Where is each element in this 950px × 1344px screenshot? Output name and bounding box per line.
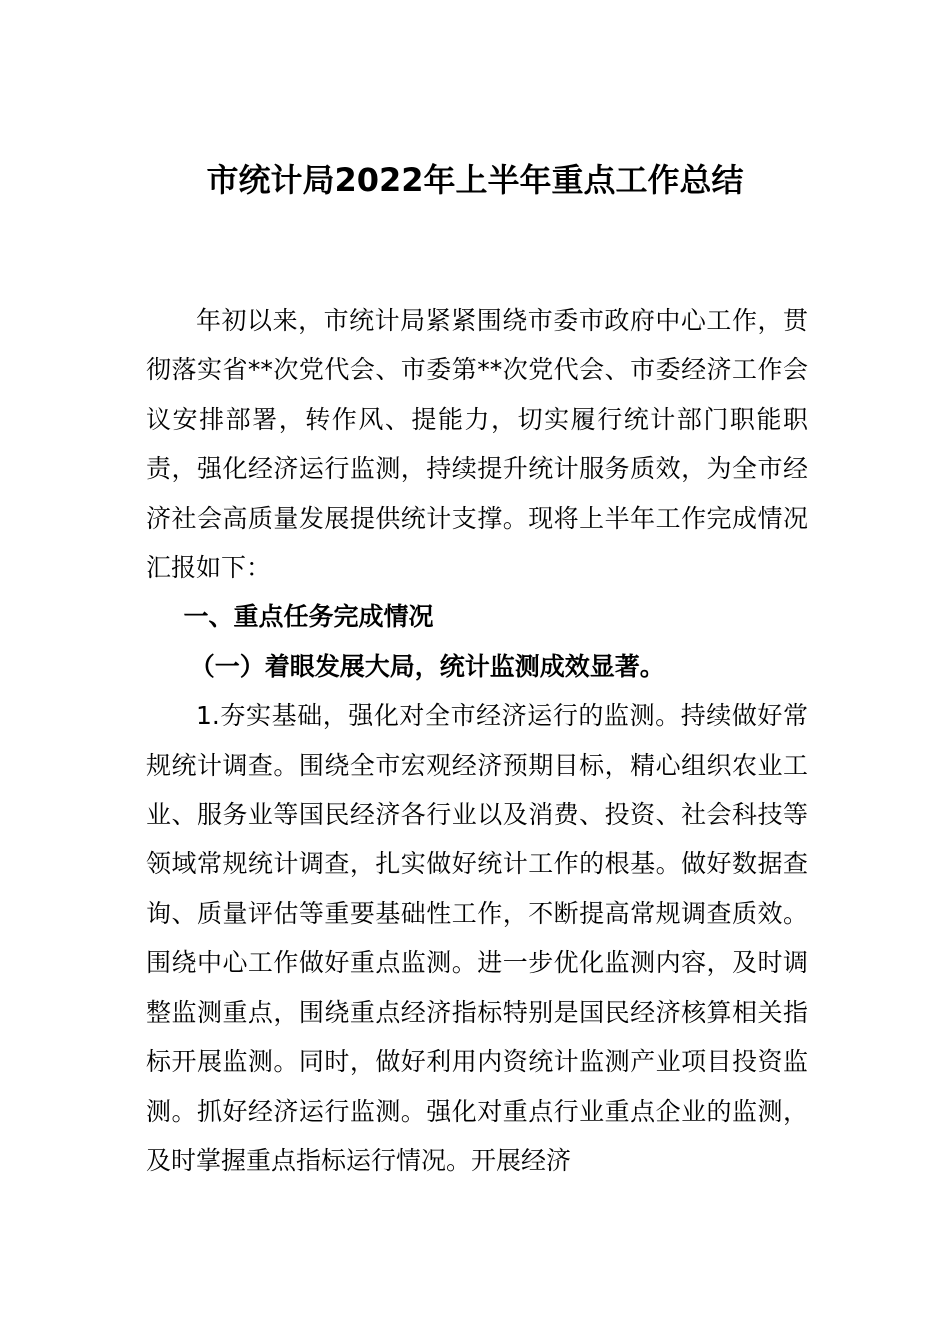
section-subheading: （一）着眼发展大局，统计监测成效显著。 (189, 651, 665, 681)
intro-paragraph: 年初以来，市统计局紧紧围绕市委市政府中心工作，贯彻落实省**次党代会、市委第**次党代会、市委经济工作会议安排部署，转作风、提能力，切实履行统计部门职能职责，强化经济运行监测，持续提升统计服务质效，为全市经济社会高质量发展提供统计支撑。现将上半年工作完成情况汇报如下： (146, 306, 808, 583)
section-heading: 一、重点任务完成情况 (183, 602, 434, 632)
body-paragraph: 1.夯实基础，强化对全市经济运行的监测。持续做好常规统计调查。围绕全市宏观经济预期目标，精心组织农业工业、服务业等国民经济各行业以及消费、投资、社会科技等领域常规统计调查，扎实做好统计工作的根基。做好数据查询、质量评估等重要基础性工作，不断提高常规调查质效。围绕中心工作做好重点监测。进一步优化监测内容，及时调整监测重点，围绕重点经济指标特别是国民经济核算相关指标开展监测。同时，做好利用内资统计监测产业项目投资监测。抓好经济运行监测。强化对重点行业重点企业的监测，及时掌握重点指标运行情况。开展经济 (146, 701, 808, 1175)
document-title: 市统计局2022年上半年重点工作总结 (206, 161, 744, 199)
document-body (146, 296, 808, 1185)
